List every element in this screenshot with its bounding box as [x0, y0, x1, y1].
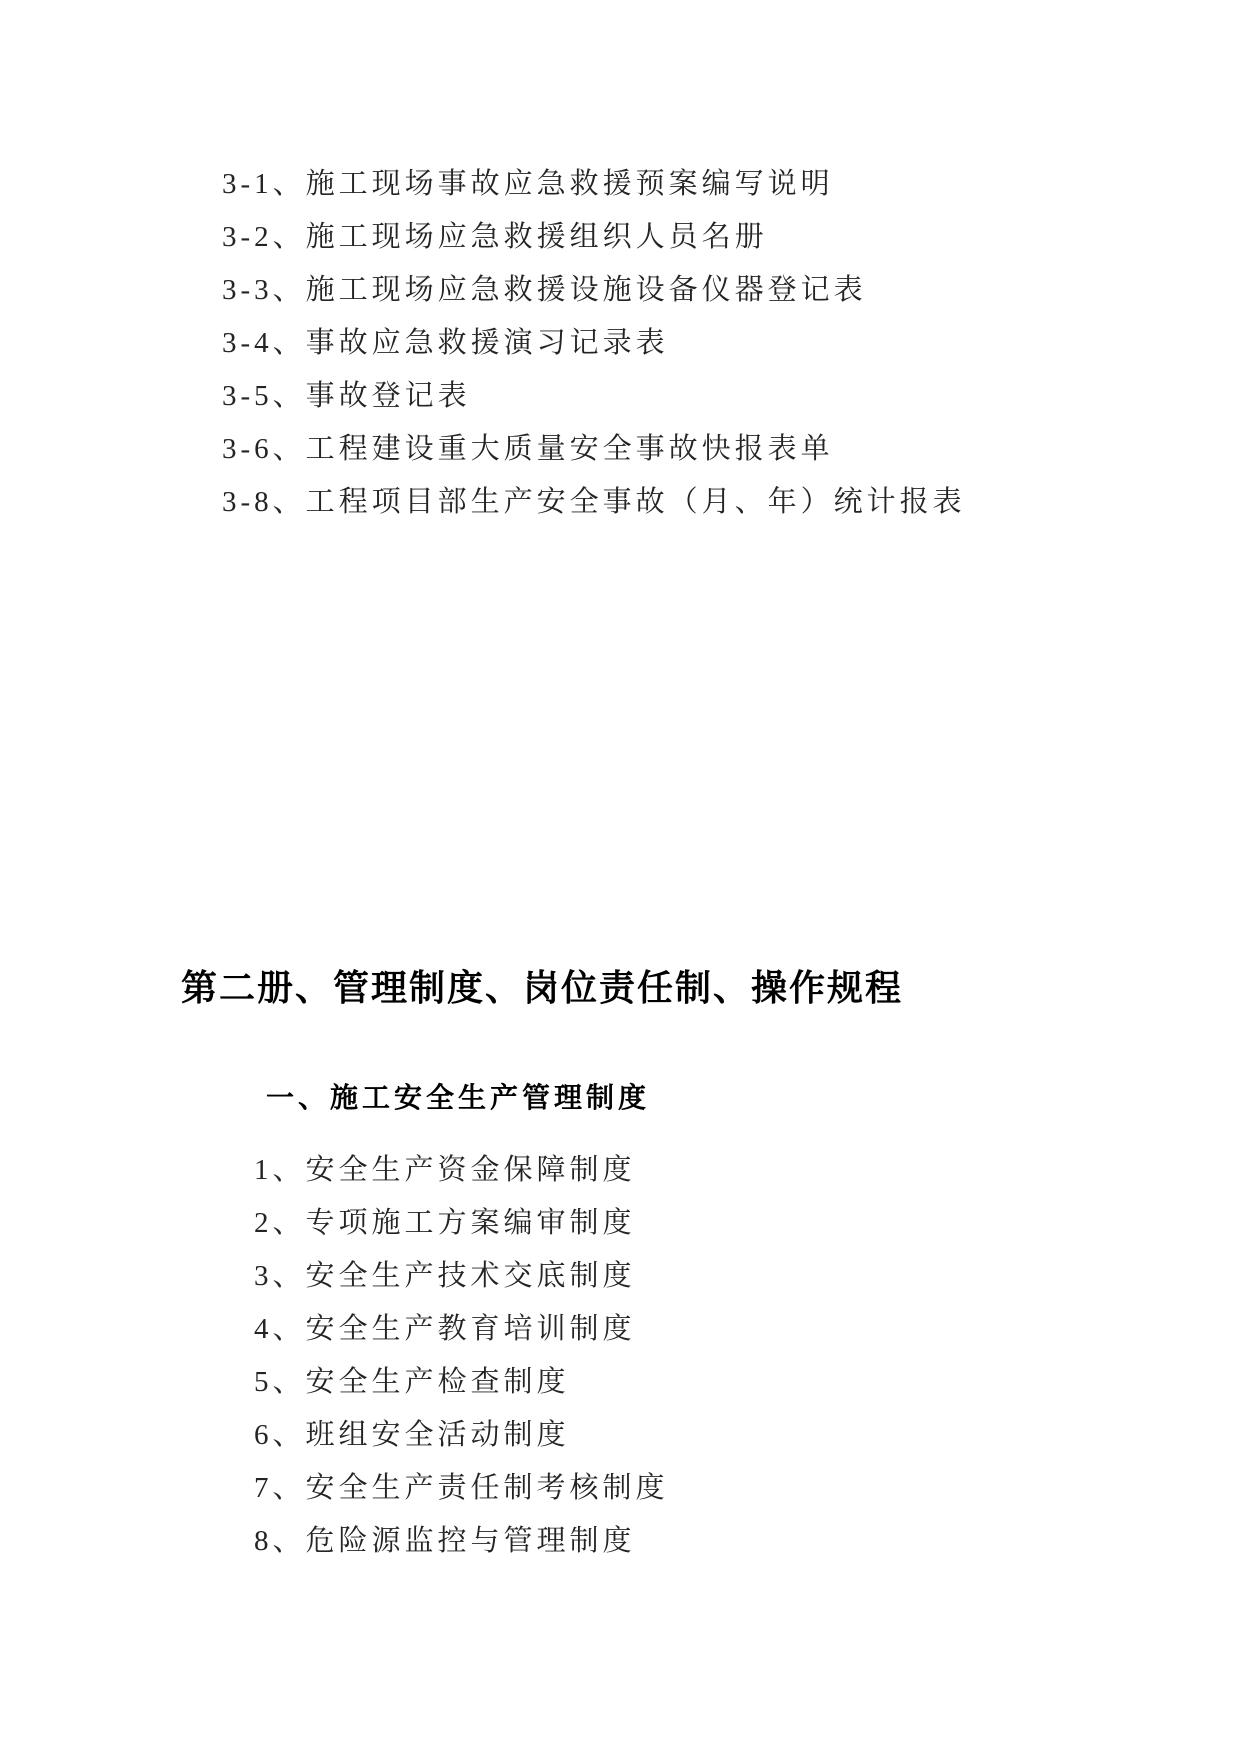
toc-item: 3-6、工程建设重大质量安全事故快报表单 — [222, 433, 834, 465]
toc-item: 3-3、施工现场应急救援设施设备仪器登记表 — [222, 274, 867, 306]
chapter-heading: 第二册、管理制度、岗位责任制、操作规程 — [181, 967, 904, 1008]
toc-list-appendix-forms — [222, 158, 966, 529]
toc-item: 6、班组安全活动制度 — [254, 1419, 570, 1451]
toc-item: 5、安全生产检查制度 — [254, 1366, 570, 1398]
toc-item: 2、专项施工方案编审制度 — [254, 1207, 636, 1239]
toc-item: 3-4、事故应急救援演习记录表 — [222, 327, 669, 359]
toc-item: 4、安全生产教育培训制度 — [254, 1313, 636, 1345]
toc-item: 3-2、施工现场应急救援组织人员名册 — [222, 221, 768, 253]
section-heading: 一、施工安全生产管理制度 — [266, 1082, 651, 1113]
toc-list-management-rules — [254, 1144, 669, 1568]
toc-item: 3-5、事故登记表 — [222, 380, 471, 412]
toc-item: 3-1、施工现场事故应急救援预案编写说明 — [222, 168, 834, 200]
toc-item: 3-8、工程项目部生产安全事故（月、年）统计报表 — [222, 486, 966, 518]
toc-item: 1、安全生产资金保障制度 — [254, 1154, 636, 1186]
toc-item: 7、安全生产责任制考核制度 — [254, 1472, 669, 1504]
toc-item: 8、危险源监控与管理制度 — [254, 1525, 636, 1557]
toc-item: 3、安全生产技术交底制度 — [254, 1260, 636, 1292]
